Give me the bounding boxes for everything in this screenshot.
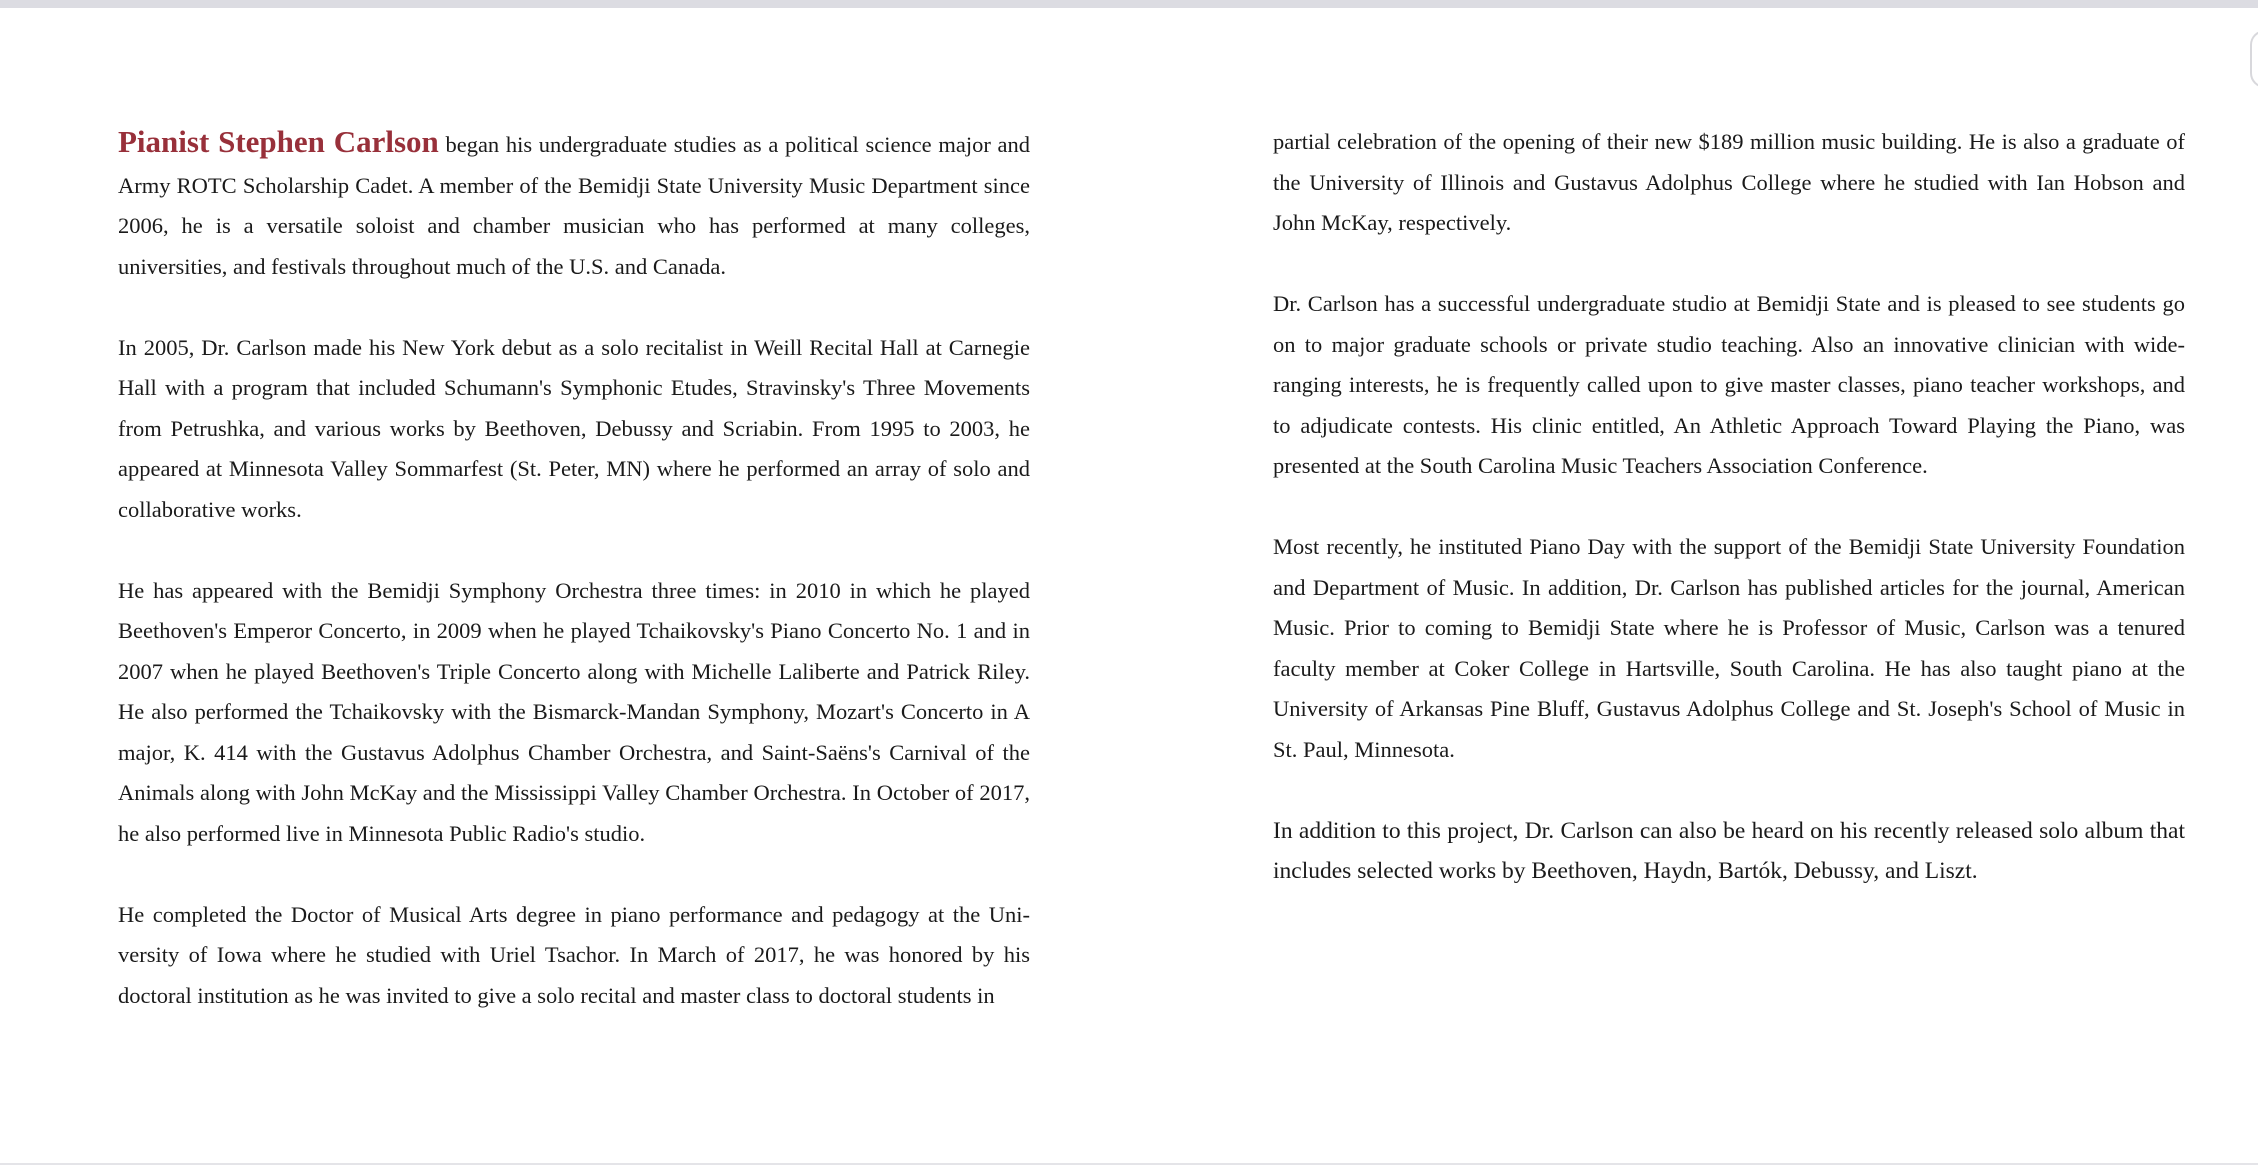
bio-paragraph-2: In 2005, Dr. Carlson made his New York debut as a solo recitalist in Weill Recital Hall at Carnegie Hall with a program that included Schumann's Symphonic Etudes, Stravinsky's Three Movements from Petrushka, and various works by Beethoven, Debussy and Scriabin. From 1995 to 2003, he appeared at Minnesota Valley Sommarfest (St. Peter, MN) where he performed an array of solo and collaborative works. <box>118 334 1030 522</box>
bio-paragraph-1-text: began his undergraduate studies as a political science major and Army ROTC Scholarship Cadet. A member of the Bemidji State University Music Department since 2006, he is a versatile soloist and chamber musician who has performed at many colleges, universities, and festivals throughout much of the U.S. and Canada. <box>118 132 1030 279</box>
bio-paragraph-1 <box>118 122 1030 287</box>
page-edge-handle[interactable] <box>2250 30 2258 88</box>
bio-paragraph-8: In addition to this project, Dr. Carlson can also be heard on his recently released solo album that includes selected works by Beethoven, Haydn, Bartók, Debussy, and Liszt. <box>1273 817 2185 884</box>
left-column <box>118 122 1030 1016</box>
bio-paragraph-6: Dr. Carlson has a successful undergraduate studio at Bemidji State and is pleased to see students go on to major graduate schools or private studio teaching. Also an innovative clinician with wide-ranging interests, he is frequently called upon to give master classes, piano teacher workshops, and to adjudicate contests. His clinic entitled, An Athletic Approach Toward Playing the Piano, was presented at the South Carolina Music Teachers Association Conference. <box>1273 291 2185 478</box>
bottom-divider <box>0 1163 2258 1165</box>
bio-paragraph-4: He completed the Doctor of Musical Arts degree in piano performance and pedagogy at the University of Iowa where he studied with Uriel Tsachor. In March of 2017, he was honored by his doctoral institution as he was invited to give a solo recital and master class to doctoral students in <box>118 901 1030 1008</box>
performer-name: Pianist Stephen Carlson <box>118 124 439 159</box>
right-column <box>1273 122 2185 892</box>
bio-paragraph-7: Most recently, he instituted Piano Day with the support of the Bemidji State University Foundation and Department of Music. In addition, Dr. Carlson has published articles for the journal, American Music. Prior to coming to Bemidji State where he is Professor of Music, Carlson was a tenured faculty member at Coker College in Hartsville, South Carolina. He has also taught piano at the University of Arkansas Pine Bluff, Gustavus Adolphus College and St. Joseph's School of Music in St. Paul, Minnesota. <box>1273 534 2185 762</box>
bio-paragraph-5: partial celebration of the opening of their new $189 million music building. He is also a graduate of the University of Illinois and Gustavus Adolphus College where he studied with Ian Hobson and John McKay, respectively. <box>1273 129 2185 235</box>
bio-paragraph-3: He has appeared with the Bemidji Symphony Orchestra three times: in 2010 in which he played Beethoven's Emperor Concerto, in 2009 when he played Tchaikovsky's Piano Concerto No. 1 and in 2007 when he played Beethoven's Triple Concerto along with Michelle Laliberte and Patrick Riley. He also performed the Tchaikovsky with the Bismarck-Mandan Symphony, Mozart's Concerto in A major, K. 414 with the Gustavus Adolphus Chamber Orchestra, and Saint-Saëns's Carnival of the Animals along with John McKay and the Mississippi Valley Chamber Orchestra. In October of 2017, he also performed live in Minnesota Public Radio's studio. <box>118 577 1030 846</box>
top-window-bar <box>0 0 2258 8</box>
